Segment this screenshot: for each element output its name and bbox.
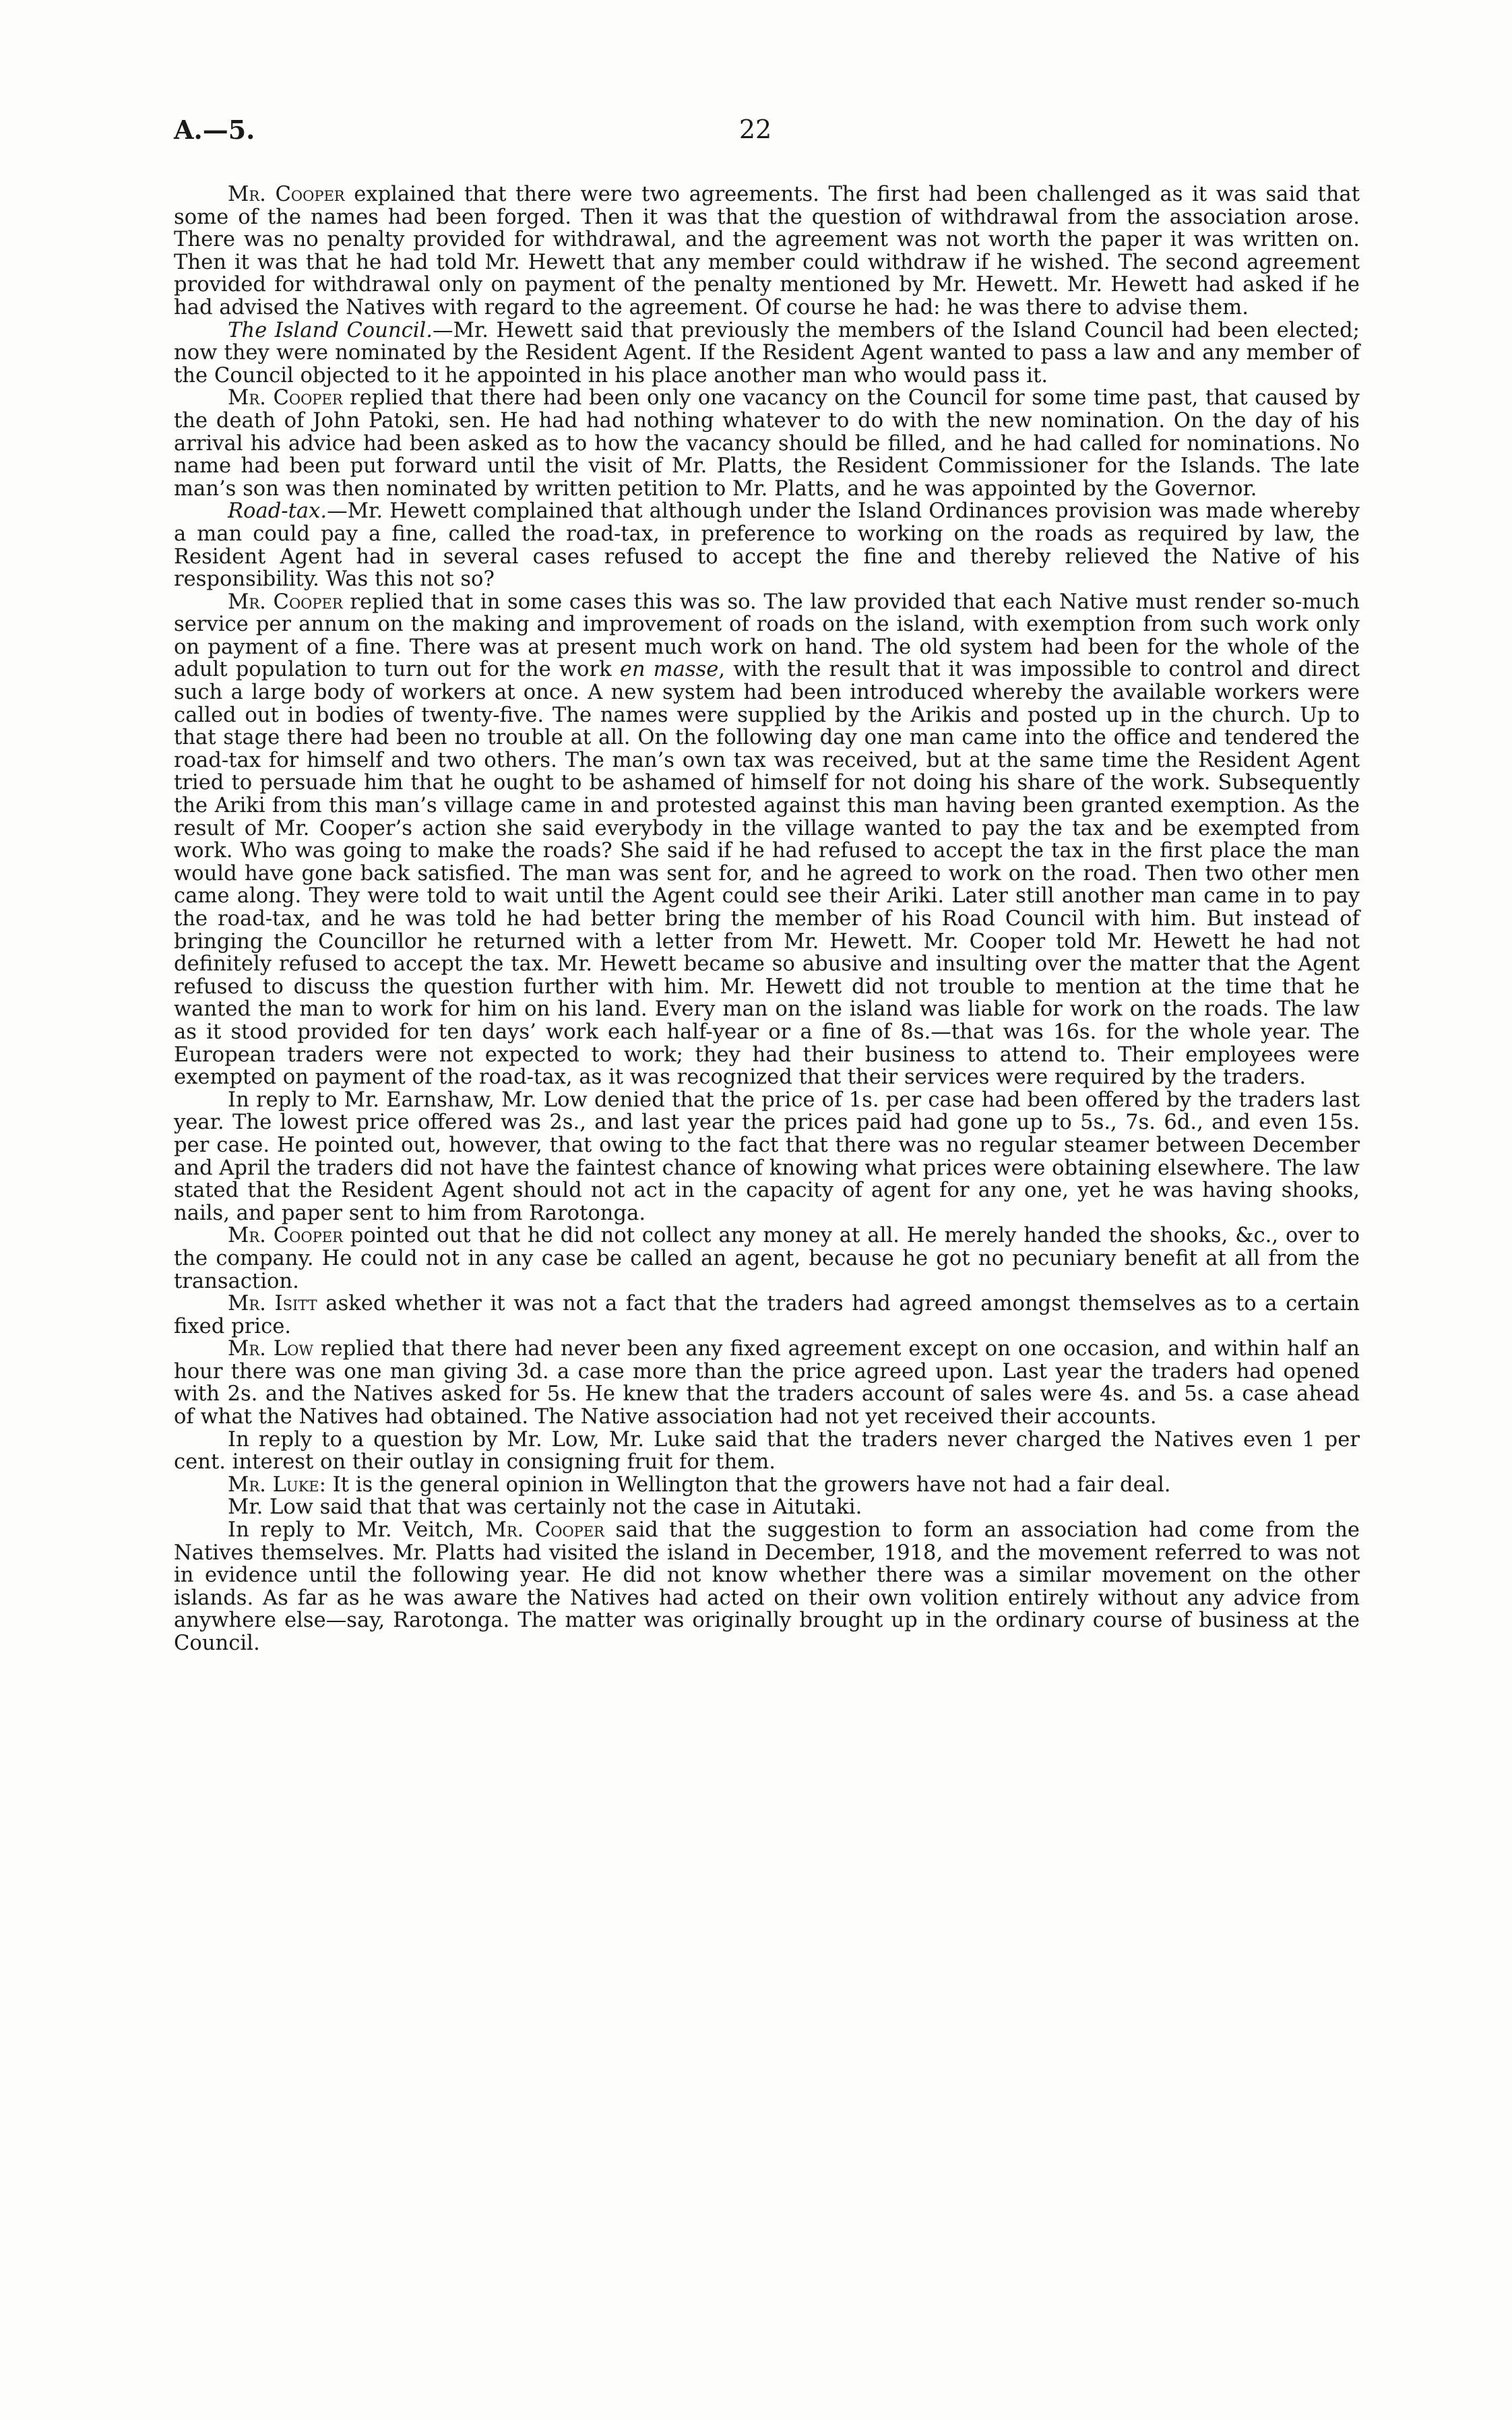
paragraph: Mr. Cooper explained that there were two agreements. The first had been challenged as it was said that some of the names had been forged. Then it was that the question of withdrawal from the association arose. There was no penalty provided for withdrawal, and the agreement was not worth the paper it was written on. Then it was that he had told Mr. Hewett that any member could withdraw if he wished. The second agreement provided for withdrawal only on payment of the penalty mentioned by Mr. Hewett. Mr. Hewett had asked if he had advised the Natives with regard to the agreement. Of course he had: he was there to advise them. [174, 183, 1360, 319]
section-heading: The Island Council. [228, 318, 433, 342]
speaker-name: Mr. Cooper [485, 1518, 604, 1543]
section-heading: Road-tax. [228, 499, 327, 524]
speaker-name: Mr. Cooper [228, 590, 343, 614]
speaker-name: Mr. Cooper [228, 386, 343, 410]
paragraph: Mr. Cooper replied that there had been only one vacancy on the Council for some time past, that caused by the death of John Patoki, sen. He had had nothing whatever to do with the new nomination. On the day of his arrival his advice had been asked as to how the vacancy should be filled, and he had called for nominations. No name had been put forward until the visit of Mr. Platts, the Resident Commissioner for the Islands. The late man’s son was then nominated by written petition to Mr. Platts, and he was appointed by the Governor. [174, 386, 1360, 501]
paragraph: In reply to a question by Mr. Low, Mr. Luke said that the traders never charged the Natives even 1 per cent. interest on their outlay in consigning fruit for them. [174, 1427, 1360, 1475]
paragraph: Mr. Cooper pointed out that he did not collect any money at all. He merely handed the shooks, &c., over to the company. He could not in any case be called an agent, because he got no pecuniary benefit at all from the transaction. [174, 1224, 1360, 1293]
paragraph: Mr. Cooper replied that in some cases this was so. The law provided that each Native must render so-much service per annum on the making and improvement of roads on the island, with exemption from such work only on payment of a fine. There was at present much work on hand. The old system had been for the whole of the adult population to turn out for the work en masse, with the result that it was impossible to control and direct such a large body of workers at once. A new system had been introduced whereby the available workers were called out in bodies of twenty-five. The names were supplied by the Arikis and posted up in the church. Up to that stage there had been no trouble at all. On the following day one man came into the office and tendered the road-tax for himself and two others. The man’s own tax was received, but at the same time the Resident Agent tried to persuade him that he ought to be ashamed of himself for not doing his share of the work. Subsequently the Ariki from this man’s village came in and protested against this man having been granted exemption. As the result of Mr. Cooper’s action she said everybody in the village wanted to pay the tax and be exempted from work. Who was going to make the roads? She said if he had refused to accept the tax in the first place the man would have gone back satisfied. The man was sent for, and he agreed to work on the road. Then two other men came along. They were told to wait until the Agent could see their Ariki. Later still another man came in to pay the road-tax, and he was told he had better bring the member of his Road Council with him. But instead of bringing the Councillor he returned with a letter from Mr. Hewett. Mr. Cooper told Mr. Hewett he had not definitely refused to accept the tax. Mr. Hewett became so abusive and insulting over the matter that the Agent refused to discuss the question further with him. Mr. Hewett did not trouble to mention at the time that he wanted the man to work for him on his land. Every man on the island was liable for work on the roads. The law as it stood provided for ten days’ work each half-year or a fine of 8s.—that was 16s. for the whole year. The European traders were not expected to work; they had their business to attend to. Their employees were exempted on payment of the road-tax, as it was recognized that their services were required by the traders. [174, 590, 1360, 1090]
paragraph: The Island Council.—Mr. Hewett said that previously the members of the Island Council had been elected; now they were nominated by the Resident Agent. If the Resident Agent wanted to pass a law and any member of the Council objected to it he appointed in his place another man who would pass it. [174, 318, 1360, 387]
paragraph: Mr. Isitt asked whether it was not a fact that the traders had agreed amongst themselves as to a certain fixed price. [174, 1292, 1360, 1338]
speaker-name: Mr. Luke [228, 1472, 319, 1497]
paragraph: Mr. Low replied that there had never been any fixed agreement except on one occasion, and within half an hour there was one man giving 3d. a case more than the price agreed upon. Last year the traders had opened with 2s. and the Natives asked for 5s. He knew that the traders account of sales were 4s. and 5s. a case ahead of what the Natives had obtained. The Native association had not yet received their accounts. [174, 1337, 1360, 1429]
document-reference: A.—5. [174, 115, 255, 145]
page-header [174, 115, 1337, 155]
italic-phrase: en masse [619, 658, 719, 682]
page-number: 22 [738, 115, 772, 144]
paragraph: Mr. Low said that that was certainly not the case in Aitutaki. [228, 1495, 862, 1520]
paragraph: In reply to Mr. Veitch, Mr. Cooper said that the suggestion to form an association had come from the Natives themselves. Mr. Platts had visited the island in December, 1918, and the movement referred to was not in evidence until the following year. He did not know whether there was a similar movement on the other islands. As far as he was aware the Natives had acted on their own volition entirely without any advice from anywhere else—say, Rarotonga. The matter was originally brought up in the ordinary course of business at the Council. [174, 1518, 1360, 1655]
speaker-name: Mr. Cooper [228, 1224, 343, 1248]
paragraph: Road-tax.—Mr. Hewett complained that although under the Island Ordinances provision was made whereby a man could pay a fine, called the road-tax, in preference to working on the roads as required by law, the Resident Agent had in several cases refused to accept the fine and thereby relieved the Native of his responsibility. Was this not so? [174, 499, 1360, 592]
document-body [174, 183, 1360, 1655]
speaker-name: Mr. Isitt [228, 1292, 317, 1316]
speaker-name: Mr. Low [228, 1337, 313, 1361]
speaker-name: Mr. Cooper [228, 183, 345, 206]
paragraph: In reply to Mr. Earnshaw, Mr. Low denied that the price of 1s. per case had been offered by the traders last year. The lowest price offered was 2s., and last year the prices paid had gone up to 5s., 7s. 6d., and even 15s. per case. He pointed out, however, that owing to the fact that there was no regular steamer between December and April the traders did not have the faintest chance of knowing what prices were obtaining elsewhere. The law stated that the Resident Agent should not act in the capacity of agent for any one, yet he was having shooks, nails, and paper sent to him from Rarotonga. [174, 1088, 1360, 1225]
paragraph: Mr. Luke: It is the general opinion in Wellington that the growers have not had a fair deal. [228, 1472, 1171, 1497]
